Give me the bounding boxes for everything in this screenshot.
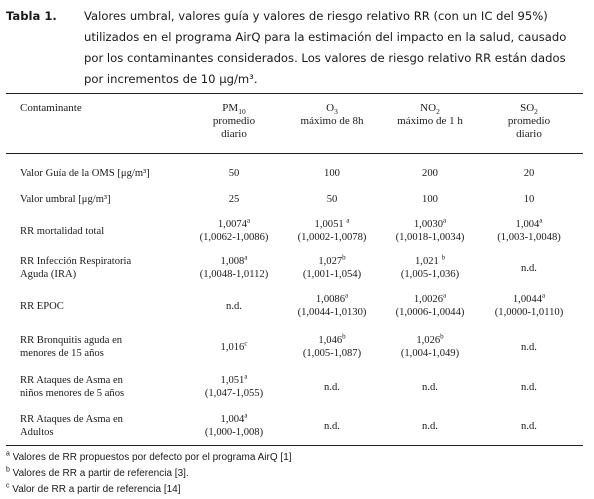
cell-so2	[481, 341, 577, 354]
cell-o3	[285, 193, 379, 206]
table-header-rule	[6, 153, 583, 154]
cell-so2	[481, 262, 577, 275]
cell-no2	[380, 218, 480, 244]
cell-footnote-mark: c	[244, 339, 248, 348]
header-no2-desc1: máximo de 1 h	[397, 115, 463, 127]
cell-no2	[380, 293, 480, 319]
cell-value: 25	[228, 194, 240, 205]
header-so2-desc2: diario	[516, 128, 542, 140]
caption-label: Tabla 1.	[6, 9, 57, 23]
cell-ci: (1,0044-1,0130)	[297, 307, 367, 318]
header-pm10-desc1: promedio	[212, 115, 256, 127]
row-label	[20, 167, 150, 180]
cell-value: 1,0051	[314, 219, 347, 230]
cell-ci: (1,0018-1,0034)	[395, 232, 465, 243]
cell-so2	[481, 193, 577, 206]
cell-footnote-mark: a	[539, 216, 543, 225]
row-label	[20, 413, 123, 439]
cell-footnote-mark: a	[346, 216, 350, 225]
row-label-line1: RR EPOC	[20, 301, 64, 312]
cell-value: n.d.	[324, 382, 340, 393]
cell-ci: (1,000-1,008)	[204, 427, 264, 438]
cell-pm10	[184, 255, 284, 281]
cell-value: n.d.	[324, 421, 340, 432]
cell-no2	[380, 420, 480, 433]
row-label-line1: RR mortalidad total	[20, 226, 105, 237]
cell-ci: (1,003-1,0048)	[497, 232, 561, 243]
header-no2-base: NO	[420, 102, 437, 114]
header-so2-sub: 2	[534, 107, 538, 117]
cell-footnote-mark: a	[542, 291, 546, 300]
cell-value: 1,021	[415, 256, 442, 267]
cell-value: 1,027	[318, 256, 343, 267]
cell-pm10	[184, 300, 284, 313]
header-pm10	[184, 102, 284, 141]
cell-value: n.d.	[422, 421, 438, 432]
footnote-mark: c	[6, 482, 10, 490]
cell-value: 50	[326, 194, 338, 205]
cell-ci: (1,0006-1,0044)	[395, 307, 465, 318]
header-pm10-base: PM	[222, 102, 239, 114]
cell-so2	[481, 218, 577, 244]
cell-ci: (1,0048-1,0112)	[199, 269, 269, 280]
cell-value: 100	[324, 168, 340, 179]
row-label-line1: RR Bronquitis aguda en	[20, 335, 123, 346]
cell-value: 10	[523, 194, 535, 205]
cell-ci: (1,005-1,087)	[302, 348, 362, 359]
row-label-line2: Aguda (IRA)	[20, 269, 77, 280]
cell-pm10	[184, 374, 284, 400]
row-label-line1: Valor umbral [μg/m³]	[20, 194, 111, 205]
cell-footnote-mark: a	[244, 253, 248, 262]
cell-so2	[481, 420, 577, 433]
row-label	[20, 300, 64, 313]
row-label-line2: Adultos	[20, 427, 54, 438]
cell-no2	[380, 334, 480, 360]
header-pm10-desc2: diario	[221, 128, 247, 140]
caption-text: Valores umbral, valores guía y valores de riesgo relativo RR (con un IC del 95%) utilizados en el programa AirQ para la estimación del impacto en la salud, causado por los contaminantes considerados. Los valores de riesgo relativo RR están dados por incrementos de 10 μg/m³.	[84, 9, 567, 86]
cell-value: 1,046	[318, 335, 343, 346]
cell-o3	[285, 334, 379, 360]
cell-so2	[481, 381, 577, 394]
cell-pm10	[184, 341, 284, 354]
header-o3-desc1: máximo de 8h	[300, 115, 364, 127]
cell-value: 100	[422, 194, 438, 205]
cell-footnote-mark: b	[441, 253, 445, 262]
cell-o3	[285, 218, 379, 244]
cell-footnote-mark: a	[443, 291, 447, 300]
footnote-a	[6, 452, 292, 464]
cell-ci: (1,005-1,036)	[400, 269, 460, 280]
cell-so2	[481, 167, 577, 180]
cell-ci: (1,004-1,049)	[400, 348, 460, 359]
header-so2	[481, 102, 577, 141]
cell-value: 1,0044	[512, 294, 543, 305]
header-o3-base: O	[326, 102, 335, 114]
cell-value: 1,004	[220, 414, 245, 425]
row-label	[20, 334, 122, 360]
row-label	[20, 225, 104, 238]
cell-footnote-mark: a	[244, 372, 248, 381]
row-label-line1: RR Infección Respiratoria	[20, 256, 132, 267]
cell-ci: (1,001-1,054)	[302, 269, 362, 280]
header-pm10-sub: 10	[238, 107, 246, 117]
cell-value: 1,0086	[315, 294, 346, 305]
header-so2-desc1: promedio	[507, 115, 551, 127]
footnote-b	[6, 468, 189, 480]
cell-value: 1,016	[220, 342, 245, 353]
cell-pm10	[184, 167, 284, 180]
footnote-text: Valor de RR a partir de referencia [14]	[9, 484, 181, 495]
cell-value: 1,008	[220, 256, 245, 267]
cell-footnote-mark: a	[345, 291, 349, 300]
header-so2-base: SO	[520, 102, 535, 114]
cell-value: 200	[422, 168, 438, 179]
cell-o3	[285, 420, 379, 433]
row-label-line2: niños menores de 5 años	[20, 388, 125, 399]
cell-no2	[380, 193, 480, 206]
row-label	[20, 255, 131, 281]
cell-ci: (1,0002-1,0078)	[297, 232, 367, 243]
cell-o3	[285, 381, 379, 394]
cell-so2	[481, 293, 577, 319]
cell-value: 1,0074	[217, 219, 248, 230]
cell-no2	[380, 381, 480, 394]
cell-value: 1,026	[416, 335, 441, 346]
cell-value: 1,051	[220, 375, 245, 386]
footnote-text: Valores de RR propuestos por defecto por el programa AirQ [1]	[9, 452, 292, 463]
cell-value: n.d.	[521, 263, 537, 274]
cell-footnote-mark: a	[443, 216, 447, 225]
cell-value: n.d.	[521, 342, 537, 353]
cell-value: 20	[523, 168, 535, 179]
row-label-line1: RR Ataques de Asma en	[20, 414, 123, 425]
cell-value: 1,004	[515, 219, 540, 230]
cell-pm10	[184, 193, 284, 206]
row-label-line1: Valor Guía de la OMS [μg/m³]	[20, 168, 150, 179]
cell-o3	[285, 293, 379, 319]
cell-footnote-mark: a	[247, 216, 251, 225]
header-contaminante: Contaminante	[20, 102, 82, 114]
header-o3-sub: 3	[334, 107, 338, 117]
row-label-line1: RR Ataques de Asma en	[20, 375, 123, 386]
cell-pm10	[184, 218, 284, 244]
cell-ci: (1,0000-1,0110)	[494, 307, 564, 318]
cell-value: 1,0030	[413, 219, 444, 230]
cell-value: n.d.	[422, 382, 438, 393]
cell-value: 1,0026	[413, 294, 444, 305]
row-label-line2: menores de 15 años	[20, 348, 104, 359]
cell-value: n.d.	[521, 421, 537, 432]
header-no2	[380, 102, 480, 128]
cell-ci: (1,0062-1,0086)	[199, 232, 269, 243]
cell-footnote-mark: b	[440, 332, 444, 341]
cell-footnote-mark: a	[244, 411, 248, 420]
cell-value: 50	[228, 168, 240, 179]
cell-footnote-mark: b	[342, 253, 346, 262]
cell-no2	[380, 167, 480, 180]
table-top-rule	[6, 93, 583, 94]
footnote-mark: a	[6, 450, 10, 458]
cell-o3	[285, 255, 379, 281]
row-label	[20, 193, 111, 206]
cell-value: n.d.	[521, 382, 537, 393]
header-o3	[285, 102, 379, 128]
footnote-text: Valores de RR a partir de referencia [3].	[9, 468, 189, 479]
cell-pm10	[184, 413, 284, 439]
header-no2-sub: 2	[436, 107, 440, 117]
cell-footnote-mark: b	[342, 332, 346, 341]
footnote-c	[6, 484, 181, 496]
cell-o3	[285, 167, 379, 180]
cell-value: n.d.	[226, 301, 242, 312]
table-bottom-rule	[6, 445, 583, 446]
cell-no2	[380, 255, 480, 281]
cell-ci: (1,047-1,055)	[204, 388, 264, 399]
row-label	[20, 374, 124, 400]
footnote-mark: b	[6, 466, 10, 474]
